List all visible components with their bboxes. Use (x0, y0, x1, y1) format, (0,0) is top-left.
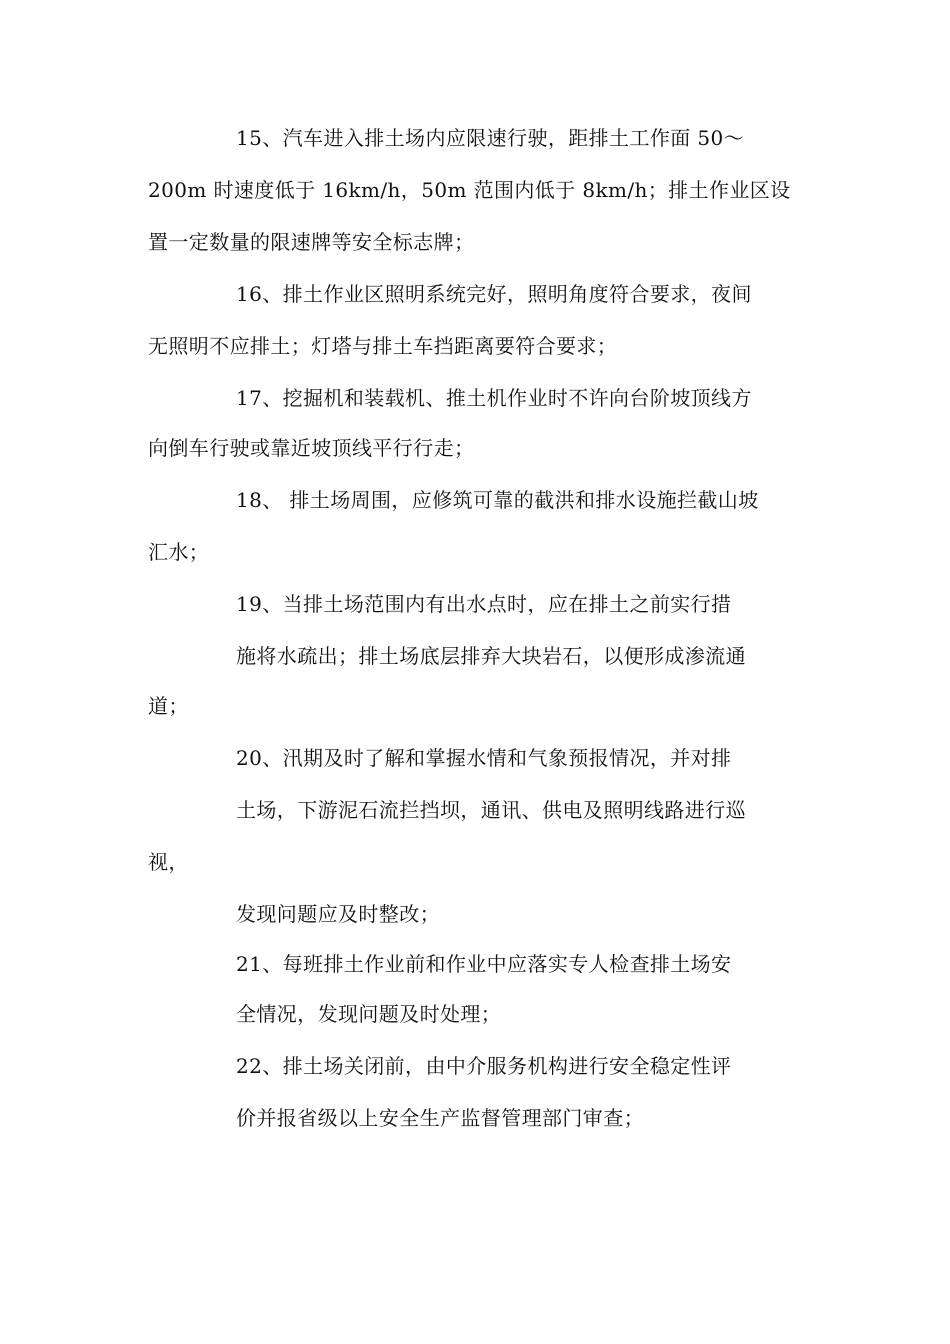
item-20-line-4: 发现问题应及时整改； (236, 902, 440, 926)
item-15-line-1: 15、汽车进入排土场内应限速行驶，距排土工作面 50～ (236, 126, 745, 150)
item-21-line-2: 全情况，发现问题及时处理； (236, 1002, 502, 1026)
item-21-line-1: 21、每班排土作业前和作业中应落实专人检查排土场安 (236, 952, 732, 976)
item-19-line-1: 19、当排土场范围内有出水点时，应在排土之前实行措 (236, 592, 732, 616)
item-20-line-3: 视， (148, 850, 189, 874)
item-16-line-1: 16、排土作业区照明系统完好，照明角度符合要求，夜间 (236, 282, 752, 306)
item-15-line-2: 200m 时速度低于 16km/h，50m 范围内低于 8km/h；排土作业区设 (148, 178, 791, 202)
item-18-line-2: 汇水； (148, 540, 210, 564)
item-17-line-1: 17、挖掘机和装载机、推土机作业时不许向台阶坡顶线方 (236, 386, 752, 410)
item-20-line-1: 20、汛期及时了解和掌握水情和气象预报情况，并对排 (236, 746, 732, 770)
item-18-line-1: 18、 排土场周围，应修筑可靠的截洪和排水设施拦截山坡 (236, 488, 759, 512)
item-20-line-2: 土场，下游泥石流拦挡坝，通讯、供电及照明线路进行巡 (236, 798, 746, 822)
item-17-line-2: 向倒车行驶或靠近坡顶线平行行走； (148, 436, 475, 460)
item-19-line-3: 道； (148, 694, 189, 718)
item-22-line-1: 22、排土场关闭前，由中介服务机构进行安全稳定性评 (236, 1054, 732, 1078)
item-22-line-2: 价并报省级以上安全生产监督管理部门审查； (236, 1106, 644, 1130)
item-15-line-3: 置一定数量的限速牌等安全标志牌； (148, 230, 475, 254)
item-19-line-2: 施将水疏出；排土场底层排弃大块岩石，以便形成渗流通 (236, 644, 746, 668)
item-16-line-2: 无照明不应排土；灯塔与排土车挡距离要符合要求； (148, 334, 618, 358)
